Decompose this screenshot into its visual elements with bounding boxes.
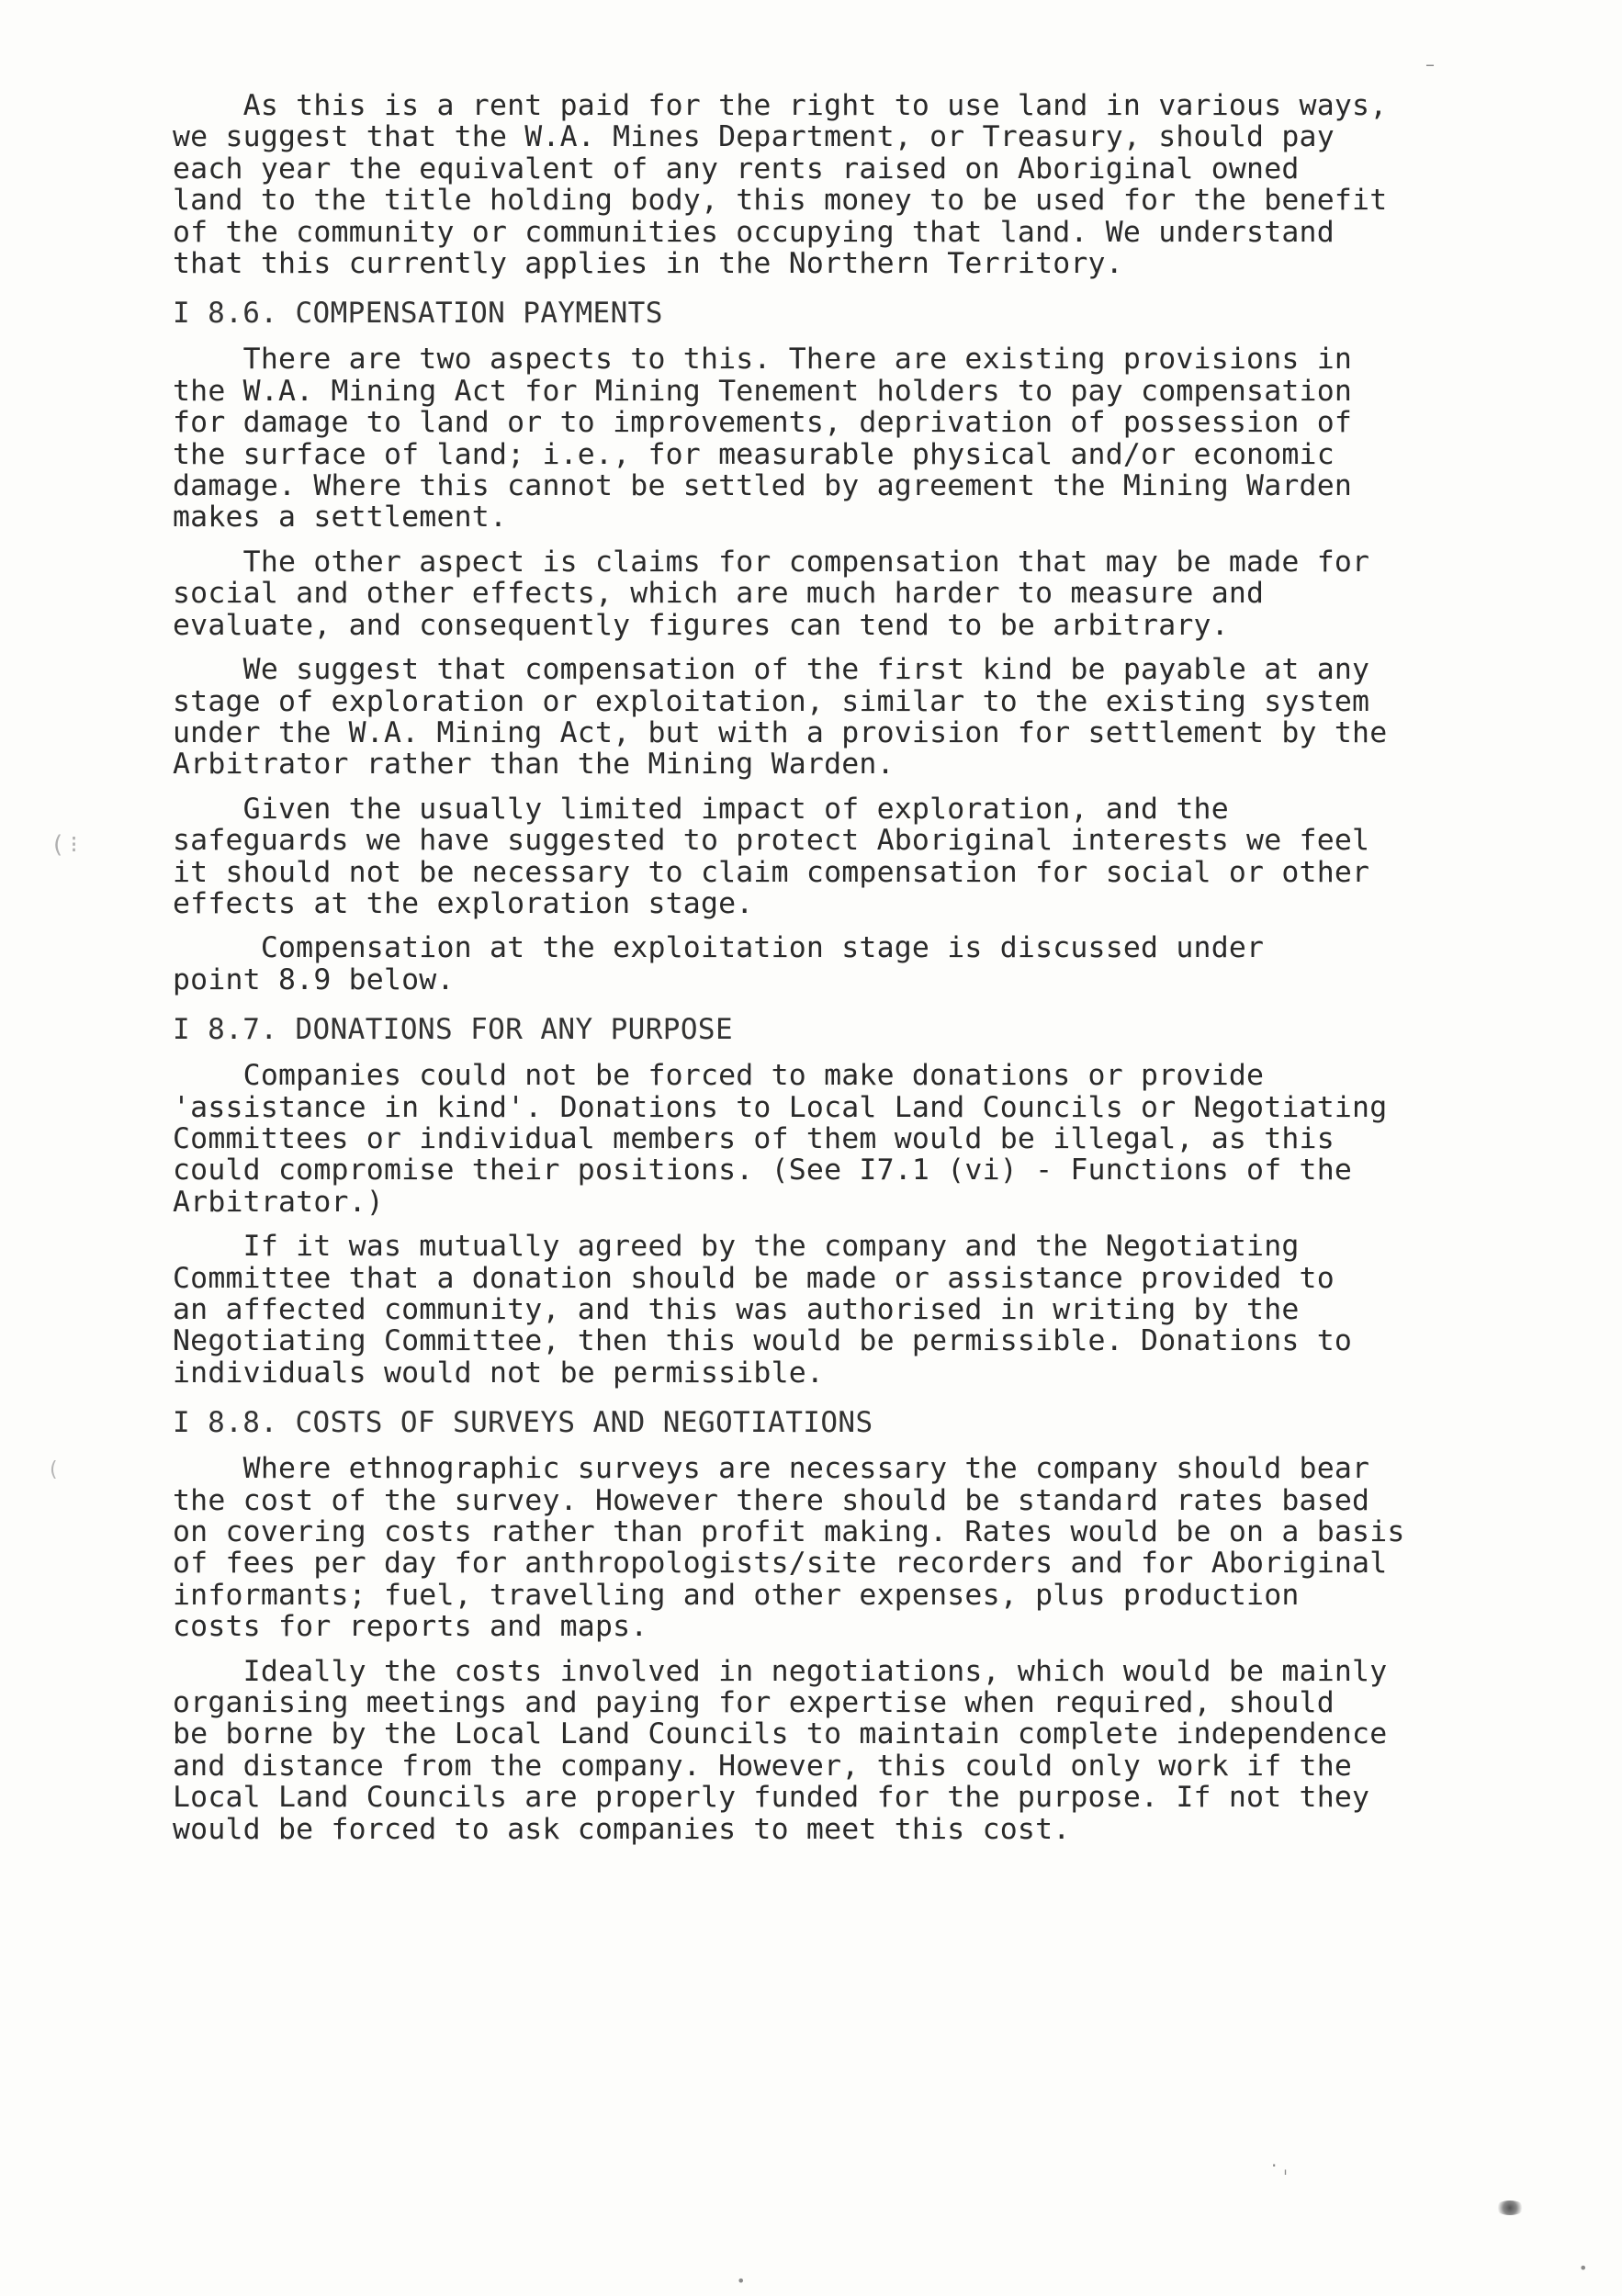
text-line: Committee that a donation should be made or assistance provided to [173, 1261, 1335, 1295]
paragraph [173, 654, 1587, 781]
text-line: Negotiating Committee, then this would be permissible. Donations to [173, 1324, 1353, 1358]
text-line: on covering costs rather than profit making. Rates would be on a basis [173, 1515, 1405, 1549]
text-line: each year the equivalent of any rents raised on Aboriginal owned [173, 152, 1300, 186]
text-line: be borne by the Local Land Councils to maintain complete independence [173, 1717, 1388, 1751]
text-line: Where ethnographic surveys are necessary the company should bear [173, 1452, 1370, 1486]
text-line: and distance from the company. However, this could only work if the [173, 1749, 1353, 1783]
scan-mark: – [1425, 53, 1435, 75]
text-line: Compensation at the exploitation stage is discussed under [173, 931, 1265, 965]
scan-mark: ( [50, 1458, 58, 1481]
scan-mark: • [1579, 2259, 1588, 2277]
text-line: Arbitrator rather than the Mining Warden. [173, 748, 895, 782]
text-line: for damage to land or to improvements, deprivation of possession of [173, 406, 1353, 440]
document-body [173, 90, 1587, 1858]
text-line: Committees or individual members of them would be illegal, as this [173, 1121, 1335, 1155]
text-line: could compromise their positions. (See I7.1 (vi) - Functions of the [173, 1154, 1353, 1187]
text-line: an affected community, and this was authorised in writing by the [173, 1293, 1300, 1326]
text-line: the surface of land; i.e., for measurable physical and/or economic [173, 437, 1335, 471]
text-line: safeguards we have suggested to protect Aboriginal interests we feel [173, 824, 1370, 858]
text-line: Given the usually limited impact of exploration, and the [173, 792, 1229, 826]
text-line: social and other effects, which are much harder to measure and [173, 577, 1265, 611]
text-line: makes a settlement. [173, 501, 508, 535]
section-heading: I 8.8. COSTS OF SURVEYS AND NEGOTIATIONS [173, 1406, 873, 1440]
paragraph [173, 1656, 1587, 1845]
text-line: The other aspect is claims for compensation that may be made for [173, 545, 1370, 579]
text-line: the cost of the survey. However there should be standard rates based [173, 1483, 1370, 1517]
text-line: point 8.9 below. [173, 962, 455, 996]
scan-mark: ( ⁝ [53, 831, 78, 859]
text-line: stage of exploration or exploitation, similar to the existing system [173, 684, 1370, 718]
text-line: organising meetings and paying for expertise when required, should [173, 1686, 1335, 1720]
text-line: Companies could not be forced to make donations or provide [173, 1059, 1265, 1093]
paragraph [173, 343, 1587, 533]
text-line: We suggest that compensation of the first kind be payable at any [173, 653, 1370, 687]
ink-smudge [1495, 2200, 1525, 2215]
text-line: As this is a rent paid for the right to use land in various ways, [173, 89, 1388, 122]
paragraph [173, 1453, 1587, 1642]
text-line: would be forced to ask companies to meet this cost. [173, 1812, 1071, 1846]
paragraph [173, 546, 1587, 641]
text-line: Ideally the costs involved in negotiations, which would be mainly [173, 1654, 1388, 1688]
text-line: informants; fuel, travelling and other expenses, plus production [173, 1578, 1300, 1612]
scan-mark: · ˌ [1271, 2155, 1289, 2177]
text-line: 'assistance in kind'. Donations to Local Land Councils or Negotiating [173, 1090, 1388, 1124]
text-line: under the W.A. Mining Act, but with a provision for settlement by the [173, 715, 1388, 749]
text-line: of fees per day for anthropologists/site recorders and for Aboriginal [173, 1547, 1388, 1581]
text-line: Arbitrator.) [173, 1185, 384, 1219]
text-line: costs for reports and maps. [173, 1610, 648, 1644]
text-line: of the community or communities occupying that land. We understand [173, 215, 1335, 249]
scan-mark: • [737, 2272, 746, 2290]
text-line: individuals would not be permissible. [173, 1356, 825, 1390]
text-line: that this currently applies in the Northern Territory. [173, 247, 1123, 281]
paragraph [173, 1231, 1587, 1389]
paragraph [173, 90, 1587, 279]
text-line: evaluate, and consequently figures can tend to be arbitrary. [173, 608, 1229, 642]
text-line: If it was mutually agreed by the company and the Negotiating [173, 1230, 1300, 1264]
text-line: Local Land Councils are properly funded for the purpose. If not they [173, 1781, 1370, 1815]
text-line: There are two aspects to this. There are existing provisions in [173, 343, 1353, 377]
paragraph [173, 1060, 1587, 1218]
text-line: land to the title holding body, this money to be used for the benefit [173, 184, 1388, 218]
section-heading: I 8.7. DONATIONS FOR ANY PURPOSE [173, 1013, 734, 1047]
paragraph [173, 793, 1587, 920]
text-line: the W.A. Mining Act for Mining Tenement holders to pay compensation [173, 374, 1353, 408]
text-line: damage. Where this cannot be settled by agreement the Mining Warden [173, 469, 1353, 503]
text-line: we suggest that the W.A. Mines Department, or Treasury, should pay [173, 120, 1335, 154]
text-line: it should not be necessary to claim compensation for social or other [173, 855, 1370, 889]
text-line: effects at the exploration stage. [173, 886, 754, 920]
paragraph [173, 932, 1587, 996]
section-heading: I 8.6. COMPENSATION PAYMENTS [173, 297, 663, 331]
